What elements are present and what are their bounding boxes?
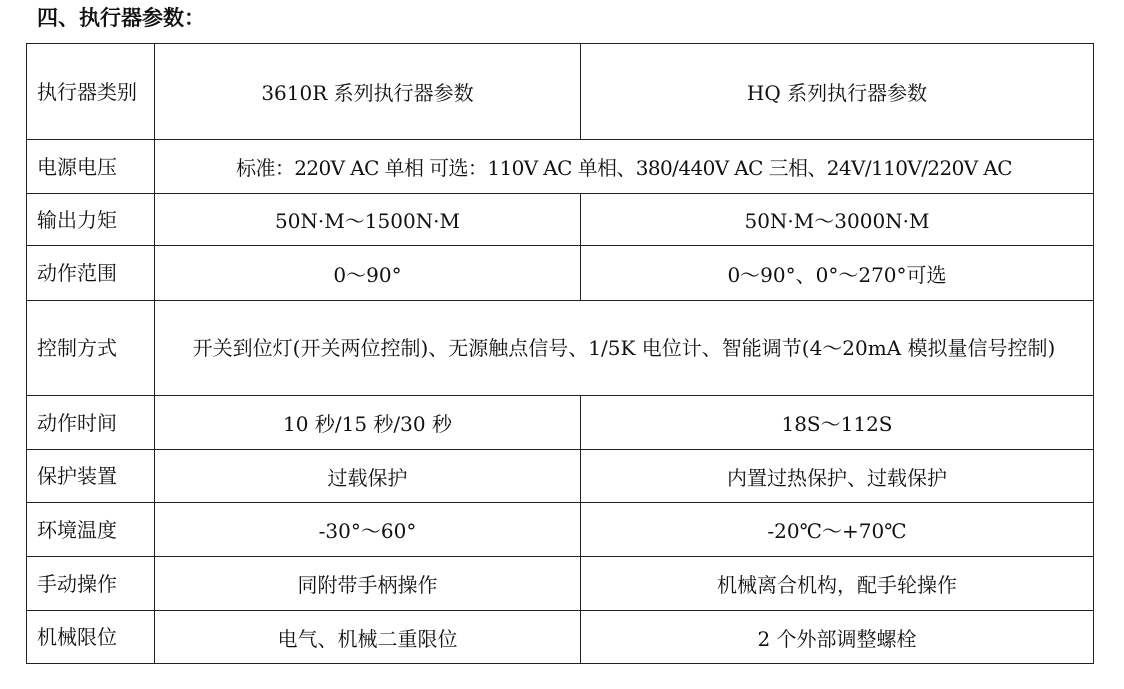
col2-header: HQ 系列执行器参数 (581, 44, 1094, 140)
col2-cell: 0～90°、0°～270°可选 (581, 246, 1094, 301)
row-label: 环境温度 (27, 503, 155, 557)
table-row (27, 611, 1094, 664)
actuator-parameters-table (26, 43, 1094, 664)
table-row (27, 301, 1094, 396)
col1-cell: 10 秒/15 秒/30 秒 (155, 396, 581, 450)
col1-header: 3610R 系列执行器参数 (155, 44, 581, 140)
row-label: 电源电压 (27, 140, 155, 194)
table-header-row (27, 44, 1094, 140)
section-heading: 四、执行器参数： (37, 6, 205, 30)
col1-cell: 电气、机械二重限位 (155, 611, 581, 664)
actuator-type-label: 执行器类别 (27, 44, 155, 140)
table-row (27, 194, 1094, 246)
row-label: 机械限位 (27, 611, 155, 664)
row-label: 输出力矩 (27, 194, 155, 246)
col1-cell: 过载保护 (155, 450, 581, 503)
col2-cell: 50N·M～3000N·M (581, 194, 1094, 246)
col1-cell: 0～90° (155, 246, 581, 301)
col2-cell: 2 个外部调整螺栓 (581, 611, 1094, 664)
row-label: 控制方式 (27, 301, 155, 396)
control-mode-value: 开关到位灯(开关两位控制)、无源触点信号、1/5K 电位计、智能调节(4～20mA 模拟量信号控制) (155, 301, 1094, 396)
table-row (27, 140, 1094, 194)
col2-cell: 机械离合机构，配手轮操作 (581, 557, 1094, 611)
row-label: 动作范围 (27, 246, 155, 301)
col1-cell: 50N·M～1500N·M (155, 194, 581, 246)
col2-cell: 18S～112S (581, 396, 1094, 450)
table-row (27, 557, 1094, 611)
col2-cell: -20℃～+70℃ (581, 503, 1094, 557)
col1-cell: 同附带手柄操作 (155, 557, 581, 611)
col1-cell: -30°～60° (155, 503, 581, 557)
col2-cell: 内置过热保护、过载保护 (581, 450, 1094, 503)
table-row (27, 396, 1094, 450)
table-row (27, 450, 1094, 503)
table-row (27, 503, 1094, 557)
row-label: 动作时间 (27, 396, 155, 450)
power-supply-value: 标准：220V AC 单相 可选：110V AC 单相、380/440V AC 三相、24V/110V/220V AC (155, 140, 1094, 194)
table-row (27, 246, 1094, 301)
row-label: 保护装置 (27, 450, 155, 503)
row-label: 手动操作 (27, 557, 155, 611)
